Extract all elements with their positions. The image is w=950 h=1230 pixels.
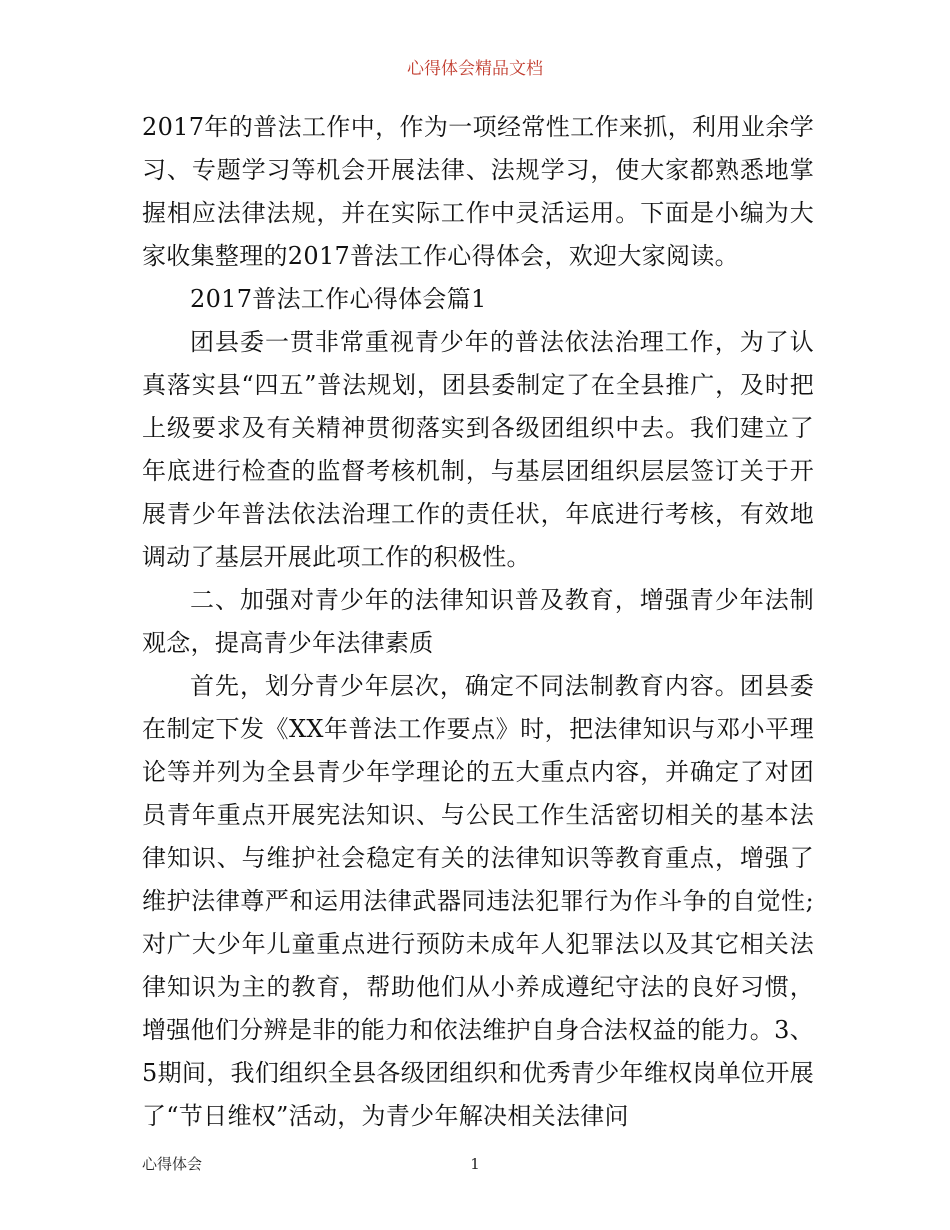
- paragraph-section-heading: 2017普法工作心得体会篇1: [190, 285, 487, 313]
- paragraph-intro: 2017年的普法工作中，作为一项经常性工作来抓，利用业余学习、专题学习等机会开展法律、法规学习，使大家都熟悉地掌握相应法律法规，并在实际工作中灵活运用。下面是小编为大家收集整理的2017普法工作心得体会，欢迎大家阅读。: [142, 113, 814, 270]
- page-number: 1: [470, 1155, 480, 1173]
- document-body: [142, 106, 814, 1138]
- paragraph-subheading-2: 二、加强对青少年的法律知识普及教育，增强青少年法制观念，提高青少年法律素质: [142, 586, 814, 657]
- page-header-title: 心得体会精品文档: [407, 59, 543, 79]
- footer-label: 心得体会: [142, 1155, 203, 1173]
- paragraph-body-1: 团县委一贯非常重视青少年的普法依法治理工作，为了认真落实县“四五”普法规划，团县委制定了在全县推广，及时把上级要求及有关精神贯彻落实到各级团组织中去。我们建立了年底进行检查的监督考核机制，与基层团组织层层签订关于开展青少年普法依法治理工作的责任状，年底进行考核，有效地调动了基层开展此项工作的积极性。: [142, 328, 814, 571]
- paragraph-body-2: 首先，划分青少年层次，确定不同法制教育内容。团县委在制定下发《XX年普法工作要点》时，把法律知识与邓小平理论等并列为全县青少年学理论的五大重点内容，并确定了对团员青年重点开展宪法知识、与公民工作生活密切相关的基本法律知识、与维护社会稳定有关的法律知识等教育重点，增强了维护法律尊严和运用法律武器同违法犯罪行为作斗争的自觉性;对广大少年儿童重点进行预防未成年人犯罪法以及其它相关法律知识为主的教育，帮助他们从小养成遵纪守法的良好习惯，增强他们分辨是非的能力和依法维护自身合法权益的能力。3、5期间，我们组织全县各级团组织和优秀青少年维权岗单位开展了“节日维权”活动，为青少年解决相关法律问: [142, 672, 814, 1130]
